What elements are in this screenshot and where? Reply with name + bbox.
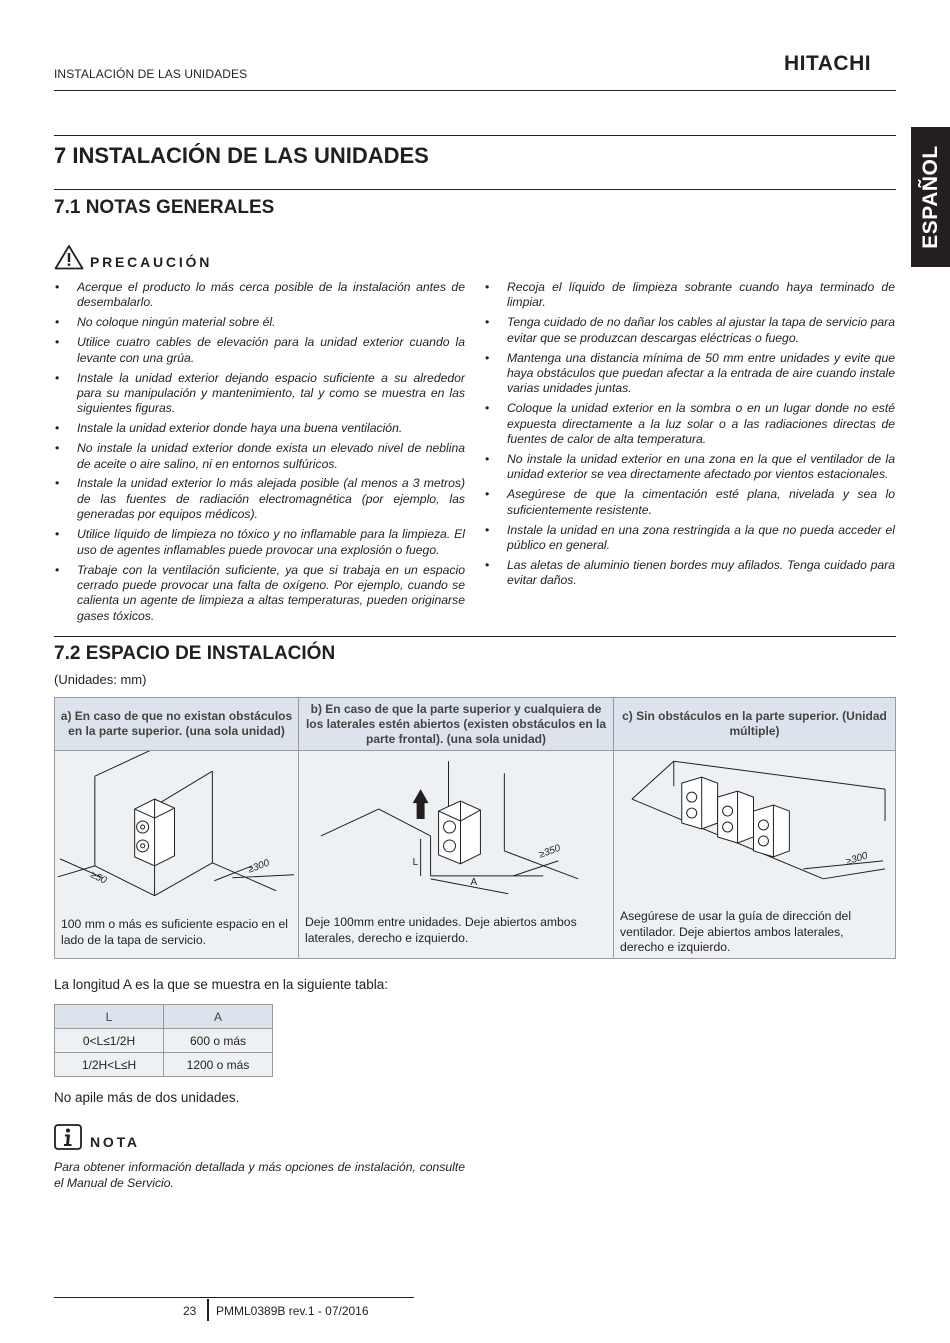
note-text: Para obtener información detallada y más opciones de instalación, consulte el Manual de Servicio. bbox=[54, 1160, 465, 1190]
note-title: NOTA bbox=[90, 1134, 140, 1150]
installation-space-table bbox=[54, 697, 896, 959]
language-tab-label: ESPAÑOL bbox=[918, 145, 942, 249]
section-rule bbox=[54, 135, 896, 136]
dimension-label: L bbox=[412, 856, 419, 868]
list-item: • Acerque el producto lo más cerca posible de la instalación antes de desembalarlo. bbox=[54, 280, 465, 311]
length-intro: La longitud A es la que se muestra en la siguiente tabla: bbox=[54, 977, 388, 992]
dimension-label: ≥350 bbox=[537, 842, 563, 861]
table-cell: 0<L≤1/2H bbox=[55, 1029, 164, 1053]
list-item: • Utilice líquido de limpieza no tóxico y no inflamable para la limpieza. El uso de agentes inflamables puede provocar una explosión o fuego. bbox=[54, 527, 465, 558]
running-head: INSTALACIÓN DE LAS UNIDADES bbox=[54, 67, 248, 81]
list-item: • Instale la unidad exterior dejando espacio suficiente a su alrededor para su manipulación y mantenimiento, tal y como se muestra en las siguientes figuras. bbox=[54, 371, 465, 417]
column-cell-c bbox=[614, 751, 896, 959]
caution-list-left bbox=[54, 280, 465, 629]
footer-rule bbox=[54, 1297, 414, 1298]
section-rule bbox=[54, 189, 896, 190]
brand-logo: HITACHI bbox=[784, 52, 872, 75]
list-item: • Instale la unidad exterior donde haya una buena ventilación. bbox=[54, 421, 465, 436]
table-cell: 1/2H<L≤H bbox=[55, 1053, 164, 1077]
column-text-c: Asegúrese de usar la guía de dirección del ventilador. Deje abiertos ambos laterales, derecho e izquierdo. bbox=[620, 909, 852, 954]
list-item: • Asegúrese de que la cimentación esté plana, nivelada y sea lo suficientemente resistente. bbox=[484, 487, 895, 518]
table-row bbox=[55, 1053, 273, 1077]
list-item: • Utilice cuatro cables de elevación para la unidad exterior cuando la levante con una grúa. bbox=[54, 335, 465, 366]
table-header-a: A bbox=[164, 1005, 273, 1029]
column-text-b: Deje 100mm entre unidades. Deje abiertos ambos laterales, derecho e izquierdo. bbox=[305, 915, 577, 945]
language-tab bbox=[911, 127, 950, 267]
info-icon bbox=[54, 1124, 82, 1150]
list-item: • Instale la unidad en una zona restringida a la que no pueda acceder el público en general. bbox=[484, 523, 895, 554]
subsection-title: 7.1 NOTAS GENERALES bbox=[54, 197, 275, 218]
dimension-label: ≥50 bbox=[88, 869, 109, 887]
dimension-label: ≥300 bbox=[844, 850, 870, 868]
list-item: • Recoja el líquido de limpieza sobrante cuando haya terminado de limpiar. bbox=[484, 280, 895, 311]
table-row bbox=[55, 1029, 273, 1053]
list-item: • Tenga cuidado de no dañar los cables al ajustar la tapa de servicio para evitar que se produzcan descargas eléctricas o fuego. bbox=[484, 315, 895, 346]
caution-list-right bbox=[484, 280, 895, 593]
units-note: (Unidades: mm) bbox=[54, 672, 147, 687]
figure-single-unit-front-obstacle bbox=[299, 751, 613, 901]
table-cell: 1200 o más bbox=[164, 1053, 273, 1077]
section-title: 7 INSTALACIÓN DE LAS UNIDADES bbox=[54, 143, 429, 168]
list-item: • No coloque ningún material sobre él. bbox=[54, 315, 465, 330]
page-number: 23 bbox=[183, 1304, 197, 1318]
column-header-c: c) Sin obstáculos en la parte superior. (Unidad múltiple) bbox=[614, 698, 896, 751]
column-header-a: a) En caso de que no existan obstáculos en la parte superior. (una sola unidad) bbox=[55, 698, 299, 751]
table-cell: 600 o más bbox=[164, 1029, 273, 1053]
table-header-l: L bbox=[55, 1005, 164, 1029]
column-text-a: 100 mm o más es suficiente espacio en el lado de la tapa de servicio. bbox=[61, 917, 288, 947]
warning-icon bbox=[54, 244, 84, 270]
dimension-label: ≥300 bbox=[246, 857, 271, 876]
subsection-title: 7.2 ESPACIO DE INSTALACIÓN bbox=[54, 643, 336, 664]
section-rule bbox=[54, 636, 896, 637]
caution-title: PRECAUCIÓN bbox=[90, 254, 213, 270]
list-item: • No instale la unidad exterior donde exista un elevado nivel de neblina de aceite o aire salino, ni en entornos sulfúricos. bbox=[54, 441, 465, 472]
figure-multiple-units bbox=[614, 751, 895, 901]
list-item: • Coloque la unidad exterior en la sombra o en un lugar donde no esté expuesta directamente a la luz solar o a las radiaciones directas de fuentes de calor de alta temperatura. bbox=[484, 401, 895, 447]
stack-note: No apile más de dos unidades. bbox=[54, 1090, 240, 1105]
header-rule bbox=[54, 90, 896, 91]
column-cell-b bbox=[299, 751, 614, 959]
list-item: • Mantenga una distancia mínima de 50 mm entre unidades y evite que haya obstáculos que puedan afectar a la entrada de aire cuando instale varias unidades juntas. bbox=[484, 351, 895, 397]
list-item: • Instale la unidad exterior lo más alejada posible (al menos a 3 metros) de las fuentes de radiación electromagnética (por ejemplo, las generadas por equipos médicos). bbox=[54, 476, 465, 522]
list-item: • Las aletas de aluminio tienen bordes muy afilados. Tenga cuidado para evitar daños. bbox=[484, 558, 895, 589]
list-item: • Trabaje con la ventilación suficiente, ya que si trabaja en un espacio cerrado puede provocar una falta de oxígeno. Por ejemplo, cuando se calienta un agente de limpieza a altas temperaturas, pueden originarse gases tóxicos. bbox=[54, 563, 465, 625]
list-item: • No instale la unidad exterior en una zona en la que el ventilador de la unidad exterior se vea directamente afectado por vientos estacionales. bbox=[484, 452, 895, 483]
column-header-b: b) En caso de que la parte superior y cualquiera de los laterales estén abiertos (existen obstáculos en la parte frontal). (una sola unidad) bbox=[299, 698, 614, 751]
footer-divider bbox=[207, 1299, 209, 1321]
dimension-label: A bbox=[470, 876, 478, 888]
figure-single-unit-open-top bbox=[55, 751, 298, 901]
length-table bbox=[54, 1004, 273, 1077]
column-cell-a bbox=[55, 751, 299, 959]
document-reference: PMML0389B rev.1 - 07/2016 bbox=[216, 1304, 369, 1318]
